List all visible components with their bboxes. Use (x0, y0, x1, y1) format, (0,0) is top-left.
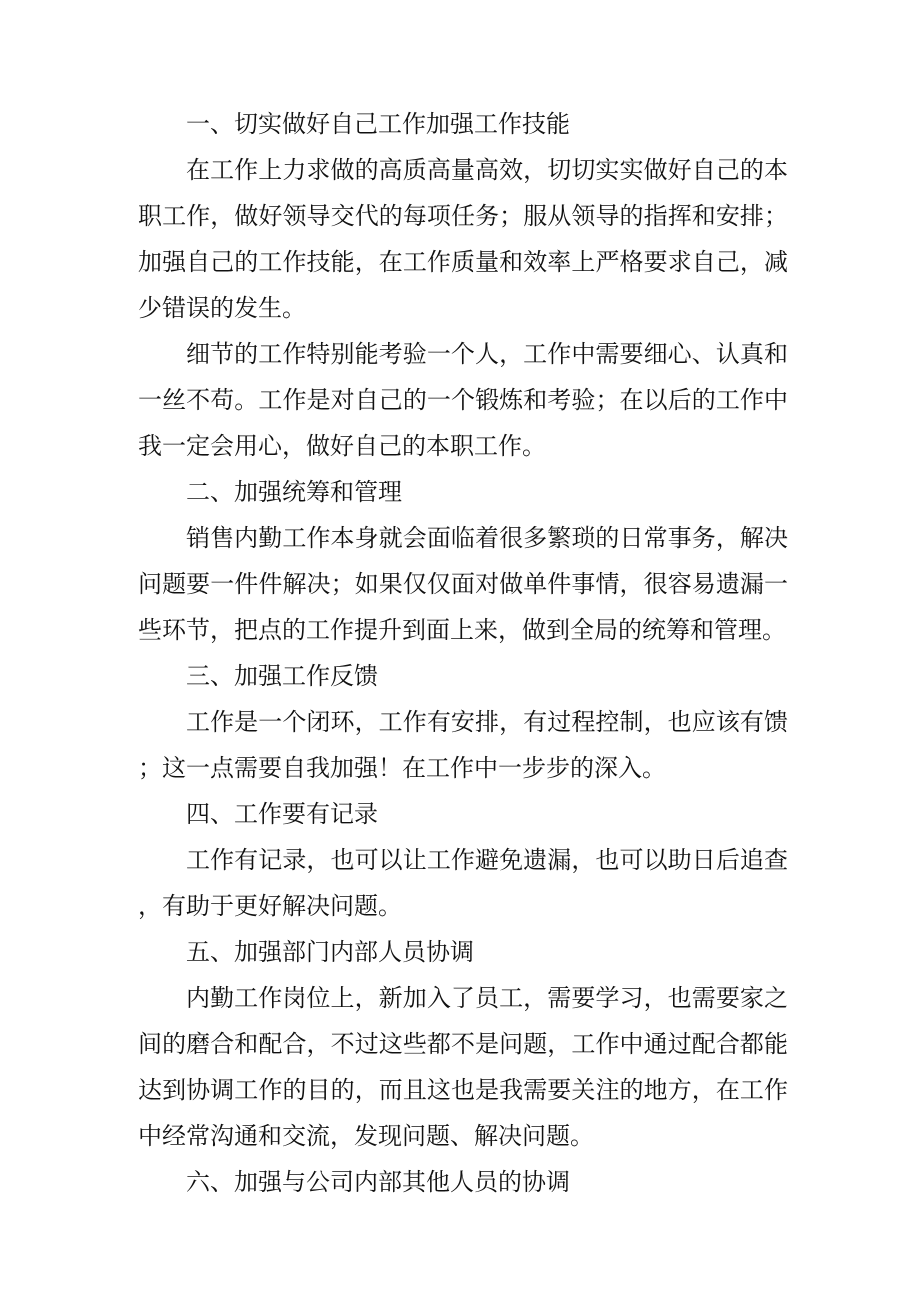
body-paragraph: 细节的工作特别能考验一个人，工作中需要细心、认真和一丝不苟。工作是对自己的一个锻炼和考验；在以后的工作中我一定会用心，做好自己的本职工作。 (138, 340, 788, 460)
section-heading-3: 三、加强工作反馈 (186, 662, 378, 690)
section-heading-6: 六、加强与公司内部其他人员的协调 (186, 1168, 570, 1196)
section-heading-1: 一、切实做好自己工作加强工作技能 (186, 110, 570, 138)
body-paragraph: 在工作上力求做的高质高量高效，切切实实做好自己的本职工作，做好领导交代的每项任务；服从领导的指挥和安排；加强自己的工作技能，在工作质量和效率上严格要求自己，减少错误的发生。 (138, 156, 788, 322)
section-heading-2: 二、加强统筹和管理 (186, 478, 402, 506)
body-paragraph: 内勤工作岗位上，新加入了员工，需要学习，也需要家之间的磨合和配合，不过这些都不是问题，工作中通过配合都能达到协调工作的目的，而且这也是我需要关注的地方，在工作中经常沟通和交流，发现问题、解决问题。 (138, 984, 788, 1150)
body-paragraph: 工作是一个闭环，工作有安排，有过程控制，也应该有馈；这一点需要自我加强！在工作中一步步的深入。 (138, 708, 788, 782)
section-heading-5: 五、加强部门内部人员协调 (186, 938, 474, 966)
document-body (138, 101, 788, 1205)
body-paragraph: 销售内勤工作本身就会面临着很多繁琐的日常事务，解决问题要一件件解决；如果仅仅面对做单件事情，很容易遗漏一些环节，把点的工作提升到面上来，做到全局的统筹和管理。 (138, 524, 788, 644)
section-heading-4: 四、工作要有记录 (186, 800, 378, 828)
body-paragraph: 工作有记录，也可以让工作避免遗漏，也可以助日后追查，有助于更好解决问题。 (138, 846, 788, 920)
